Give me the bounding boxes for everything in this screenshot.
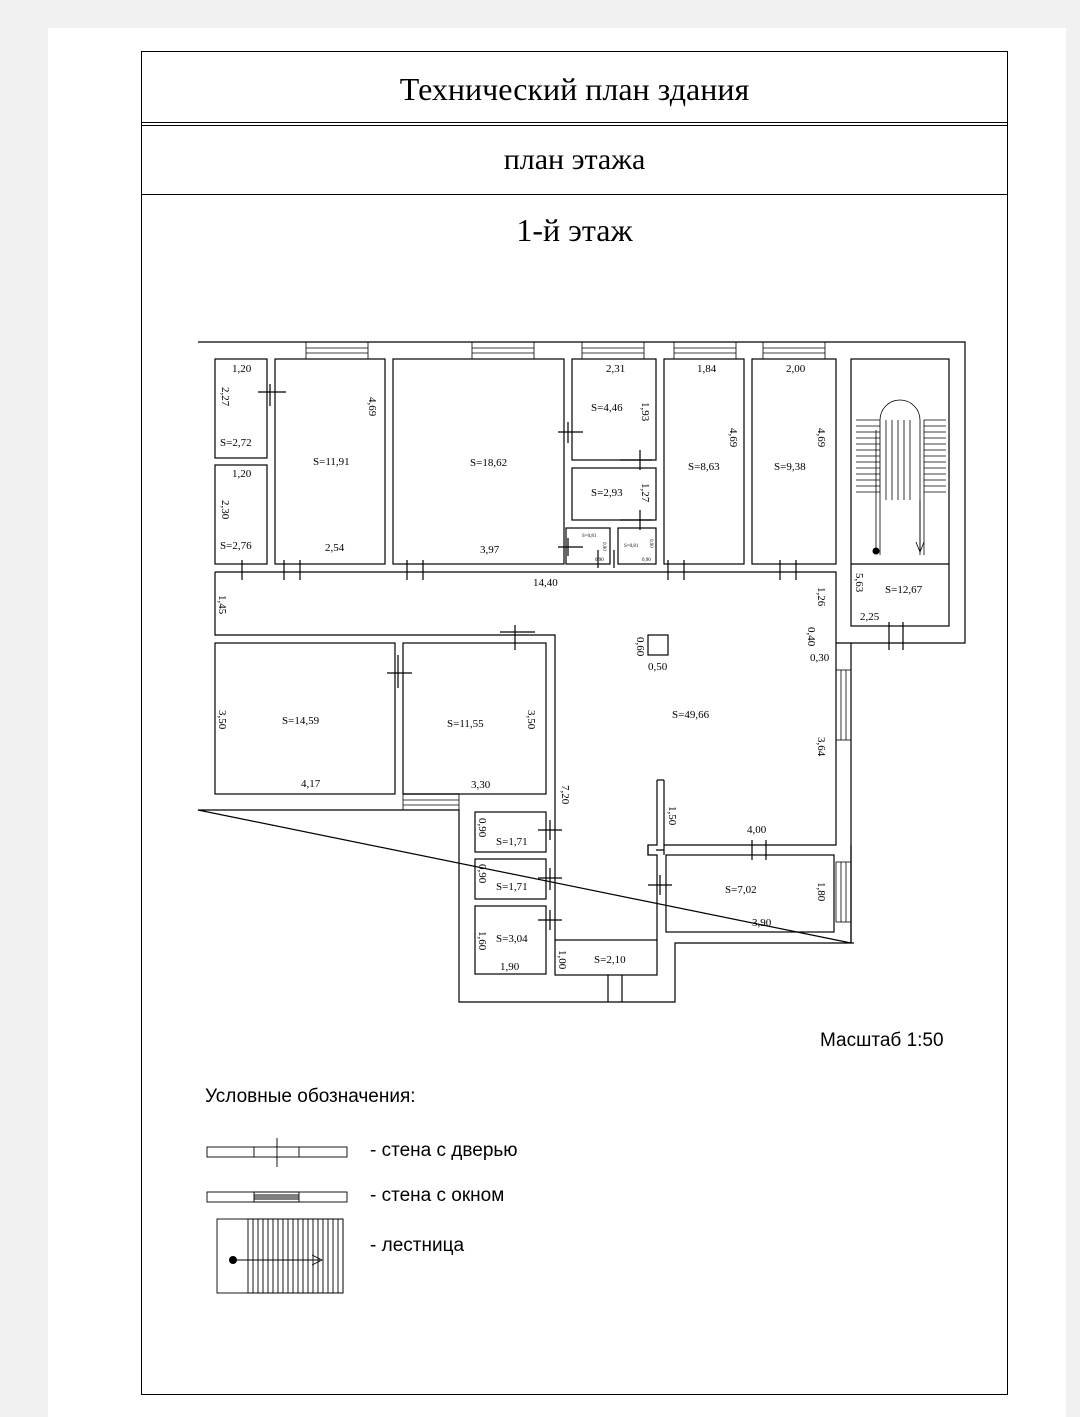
column (648, 635, 668, 655)
room-area: S=3,04 (496, 933, 528, 945)
room-dim: 2,00 (786, 363, 806, 375)
partition-wall (648, 780, 657, 940)
room-dim: 0,90 (601, 542, 606, 551)
wall-with-window-icon (207, 1192, 347, 1202)
room-dim: 3,64 (815, 737, 827, 757)
room-dim: 0,90 (476, 864, 488, 884)
room-dim: 0,90 (595, 558, 604, 563)
room-dim: 14,40 (533, 577, 558, 589)
room-dim: 3,50 (216, 710, 228, 730)
stair-steps-left (856, 420, 880, 492)
room-dim: 4,17 (301, 778, 321, 790)
room-area: S=0,81 (624, 544, 639, 549)
room-area: S=9,38 (774, 461, 806, 473)
window-marks (306, 342, 851, 922)
room-area: S=0,81 (582, 534, 597, 539)
room-dim: 0,50 (648, 661, 668, 673)
room-dim: 4,00 (747, 824, 767, 836)
room-dim: 3,50 (525, 710, 537, 730)
room-dim: 5,63 (853, 573, 865, 593)
wall-with-door-icon (207, 1138, 347, 1167)
room-dim: 1,84 (697, 363, 717, 375)
room-area: S=1,71 (496, 836, 528, 848)
scale-label: Масштаб 1:50 (820, 1030, 944, 1051)
legend-item-door: - стена с дверью (370, 1140, 518, 1161)
legend-title: Условные обозначения: (205, 1086, 416, 1107)
room-dim: 0,30 (810, 652, 830, 664)
room-dim: 3,30 (471, 779, 491, 791)
room-area: S=2,76 (220, 540, 252, 552)
room-dim: 0,40 (805, 627, 817, 647)
stair-steps-right (924, 420, 946, 492)
outer-wall (198, 342, 965, 1002)
room-area: S=2,10 (594, 954, 626, 966)
staircase-drawing (856, 400, 946, 555)
room-area: S=7,02 (725, 884, 757, 896)
room-area: S=14,59 (282, 715, 320, 727)
legend-item-window: - стена с окном (370, 1185, 505, 1206)
room-dim: 4,69 (815, 428, 827, 448)
room-area: S=11,91 (313, 456, 350, 468)
room-dim: 1,50 (666, 806, 678, 826)
room-dim: 3,97 (480, 544, 500, 556)
room-dim: 1,20 (232, 363, 252, 375)
floor-label: 1-й этаж (516, 212, 633, 248)
room-dim: 1,00 (556, 950, 568, 970)
room-dim: 2,31 (606, 363, 626, 375)
room-area: S=18,62 (470, 457, 508, 469)
room-area: S=2,72 (220, 437, 252, 449)
room-dim: 4,69 (366, 397, 378, 417)
room-dim: 1,27 (639, 483, 651, 503)
staircase-icon (217, 1219, 343, 1293)
room-area: S=1,71 (496, 881, 528, 893)
room-dim: 1,90 (500, 961, 520, 973)
document-subtitle: план этажа (142, 126, 1007, 195)
room-dim: 1,45 (216, 595, 228, 615)
room-labels (216, 363, 923, 973)
room-area: S=4,46 (591, 402, 623, 414)
room-area: S=12,67 (885, 584, 923, 596)
stair-start-dot (873, 548, 880, 555)
room-dim: 2,54 (325, 542, 345, 554)
room-dim: 1,80 (815, 882, 827, 902)
room-area: S=11,55 (447, 718, 484, 730)
room-dim: 3,90 (752, 917, 772, 929)
room-dim: 0,90 (642, 558, 651, 563)
room-area: S=2,93 (591, 487, 623, 499)
room-dim: 2,30 (219, 500, 231, 520)
room-dim: 1,60 (476, 931, 488, 951)
document-title: Технический план здания (142, 52, 1007, 123)
room-dim: 7,20 (559, 785, 571, 805)
room-dim: 2,27 (219, 387, 231, 407)
room-dim: 0,90 (648, 539, 653, 548)
room-dim: 1,20 (232, 468, 252, 480)
room-dim: 2,25 (860, 611, 880, 623)
room-area: S=49,66 (672, 709, 710, 721)
legend-item-stairs: - лестница (370, 1235, 465, 1256)
room-dim: 1,93 (639, 402, 651, 422)
room-area: S=8,63 (688, 461, 720, 473)
stair-steps-mid (886, 420, 910, 500)
room-dim: 1,26 (815, 587, 827, 607)
room-dim: 0,60 (634, 637, 646, 657)
room-dim: 0,90 (476, 818, 488, 838)
staircase-icon-dot (229, 1256, 237, 1264)
room-dim: 4,69 (727, 428, 739, 448)
